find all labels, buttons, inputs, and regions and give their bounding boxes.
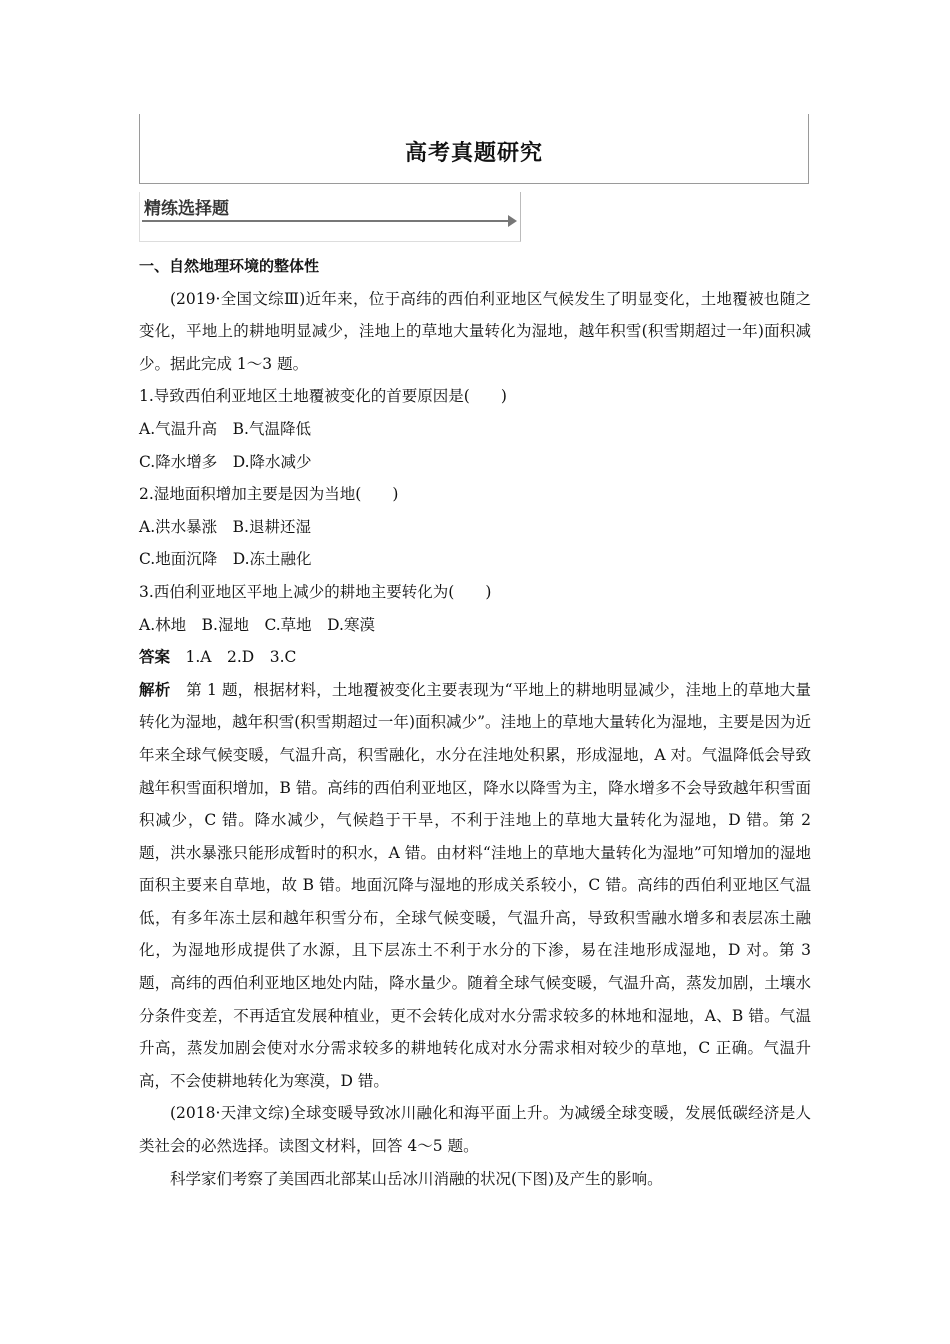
question-2-options-cd: C.地面沉降 D.冻土融化 — [139, 550, 312, 569]
question-3-options: A.林地 B.湿地 C.草地 D.寒漠 — [139, 615, 375, 634]
document-body — [139, 250, 811, 1195]
answer-line — [139, 641, 811, 674]
section-tag — [139, 192, 521, 242]
analysis-text: 第 1 题，根据材料，土地覆被变化主要表现为“平地上的耕地明显减少，洼地上的草地大量转化为湿地，越年积雪(积雪期超过一年)面积减少”。洼地上的草地大量转化为湿地，主要是因为近年来全球气候变暖，气温升高，积雪融化，水分在洼地处积累，形成湿地，A 对。气温降低会导致越年积雪面积增加，B 错。高纬的西伯利亚地区，降水以降雪为主，降水增多不会导致越年积雪面积减少，C 错。降水减少，气候趋于干旱，不利于洼地上的草地大量转化为湿地，D 错。第 2 题，洪水暴涨只能形成暂时的积水，A 错。由材料“洼地上的草地大量转化为湿地”可知增加的湿地面积主要来自草地，故 B 错。地面沉降与湿地的形成关系较小，C 错。高纬的西伯利亚地区气温低，有多年冻土层和越年积雪分布，全球气候变暖，气温升高，导致积雪融水增多和表层冻土融化，为湿地形成提供了水源，且下层冻土不利于水分的下渗，易在洼地形成湿地，D 对。第 3 题，高纬的西伯利亚地区地处内陆，降水量少。随着全球气候变暖，气温升高，蒸发加剧，土壤水分条件变差，不再适宜发展种植业，更不会转化成对水分需求较多的林地和湿地，A、B 错。气温升高，蒸发加剧会使对水分需求较多的耕地转化成对水分需求相对较少的草地，C 正确。气温升高，不会使耕地转化为寒漠，D 错。 — [139, 680, 811, 1090]
analysis-paragraph — [139, 674, 811, 1098]
analysis-label: 解析 — [139, 680, 171, 699]
section-heading: 一、自然地理环境的整体性 — [139, 257, 320, 275]
question-2-stem: 2.湿地面积增加主要是因为当地( ) — [139, 485, 399, 504]
question-1-options-ab: A.气温升高 B.气温降低 — [139, 419, 311, 438]
question-3-stem: 3.西伯利亚地区平地上减少的耕地主要转化为( ) — [139, 582, 492, 601]
question-1-options-cd: C.降水增多 D.降水减少 — [139, 452, 312, 471]
material-intro-1: (2019·全国文综Ⅲ)近年来，位于高纬的西伯利亚地区气候发生了明显变化，土地覆被也随之变化，平地上的耕地明显减少，洼地上的草地大量转化为湿地，越年积雪(积雪期超过一年)面积减少。据此完成 1～3 题。 — [139, 289, 811, 373]
section-tag-label: 精练选择题 — [144, 199, 229, 219]
material-intro-3: 科学家们考察了美国西北部某山岳冰川消融的状况(下图)及产生的影响。 — [170, 1169, 663, 1188]
answer-text: 1.A 2.D 3.C — [170, 648, 297, 667]
question-2-options-ab: A.洪水暴涨 B.退耕还湿 — [139, 517, 311, 536]
section-tag-underline — [142, 220, 508, 222]
answer-label: 答案 — [139, 648, 171, 667]
arrow-right-icon — [508, 215, 517, 227]
title-box — [139, 114, 809, 184]
page-title: 高考真题研究 — [404, 140, 543, 166]
material-intro-2: (2018·天津文综)全球变暖导致冰川融化和海平面上升。为减缓全球变暖，发展低碳经济是人类社会的必然选择。读图文材料，回答 4～5 题。 — [139, 1104, 811, 1156]
question-1-stem: 1.导致西伯利亚地区土地覆被变化的首要原因是( ) — [139, 387, 507, 406]
